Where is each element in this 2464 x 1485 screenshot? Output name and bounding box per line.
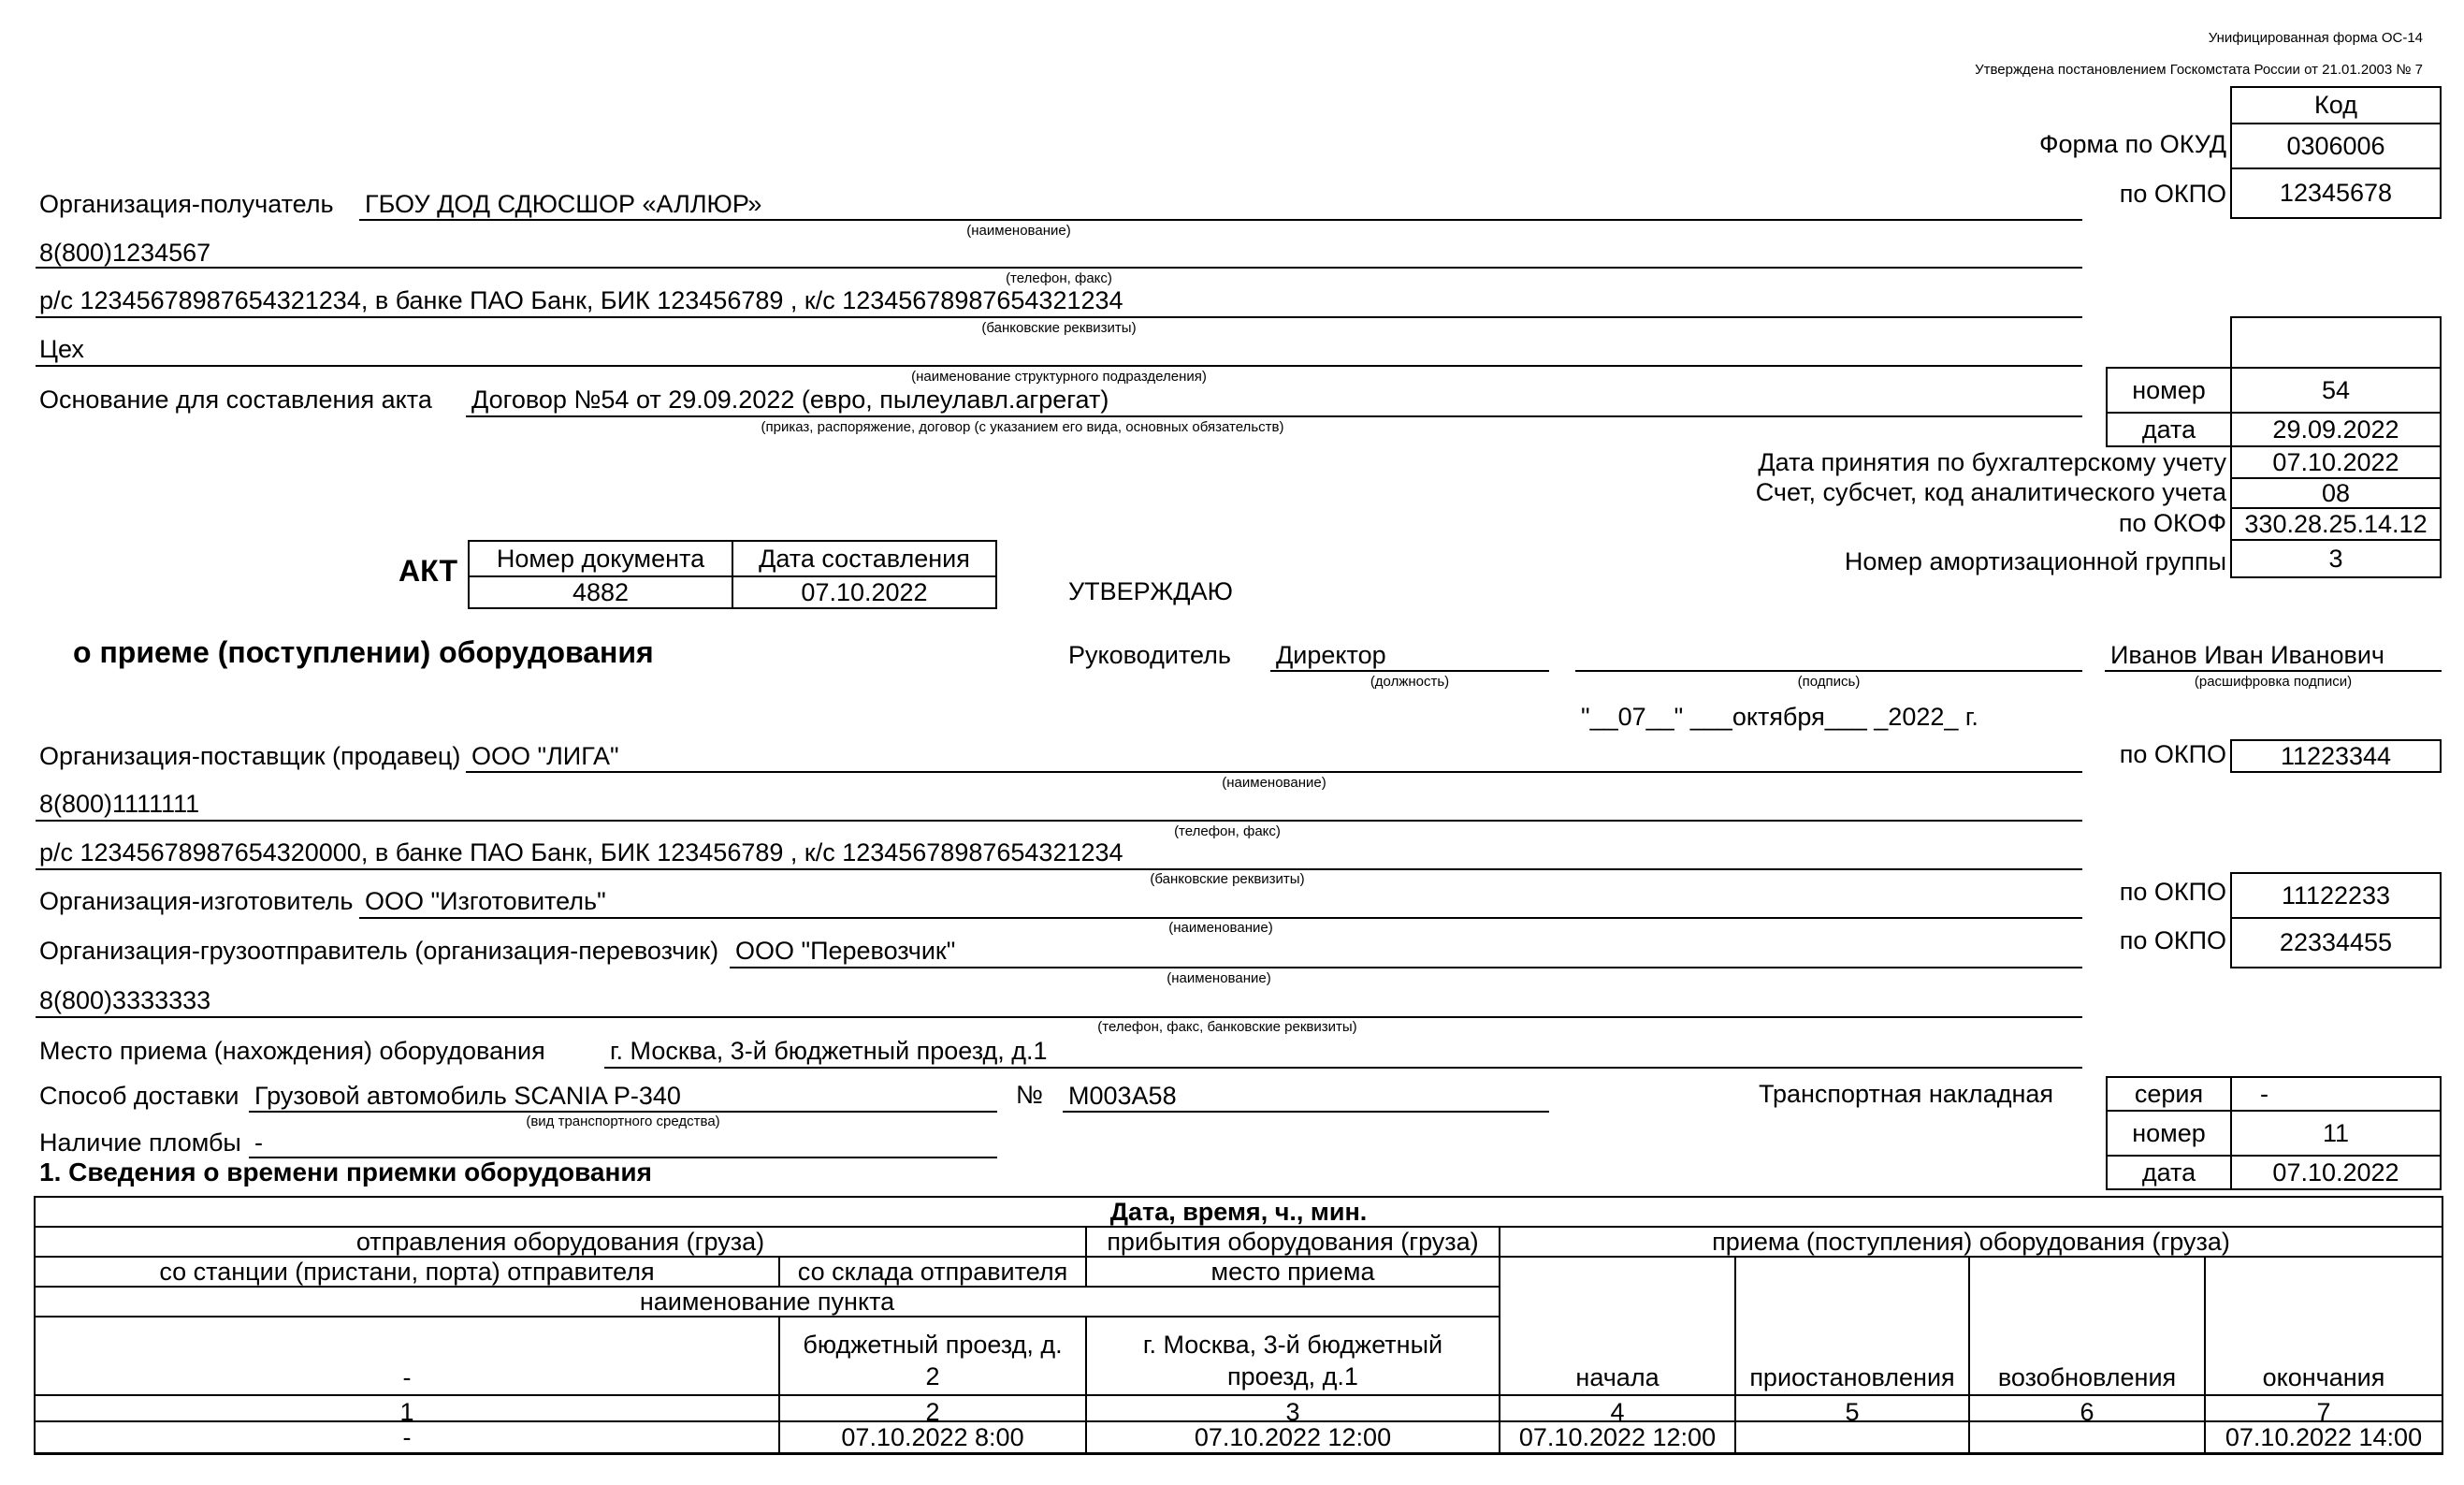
okof-code: 330.28.25.14.12	[2230, 507, 2442, 541]
doc-num-label: Номер документа	[468, 540, 733, 577]
supplier-name-caption: (наименование)	[1222, 775, 1326, 791]
waybill-number-label: номер	[2106, 1110, 2232, 1157]
okof-label: по ОКОФ	[2118, 509, 2226, 537]
supplier-bank: р/с 12345678987654320000, в банке ПАО Банк, БИК 123456789 , к/с 12345678987654321234	[39, 838, 1123, 866]
recipient-bank-caption: (банковские реквизиты)	[981, 320, 1137, 336]
cell-end: 07.10.2022 14:00	[2225, 1423, 2423, 1451]
th-resume: возобновления	[1997, 1363, 2177, 1391]
manufacturer-okpo-label: по ОКПО	[2119, 878, 2226, 906]
delivery-caption: (вид транспортного средства)	[526, 1114, 720, 1129]
shipper-name-line	[730, 967, 2082, 968]
basis-date: 29.09.2022	[2230, 412, 2442, 447]
shipper-okpo: 22334455	[2230, 917, 2442, 968]
recipient-phone-caption: (телефон, факс)	[1006, 270, 1112, 286]
supplier-bank-caption: (банковские реквизиты)	[1150, 871, 1305, 887]
col-num-3: 3	[1285, 1398, 1300, 1426]
name-line	[2105, 670, 2442, 672]
vehicle-num-line	[1063, 1111, 1549, 1113]
basis-value: Договор №54 от 29.09.2022 (евро, пылеулавл.агрегат)	[471, 386, 1109, 414]
th-receipt: приема (поступления) оборудования (груза)	[1712, 1228, 2230, 1256]
okpo-code: 12345678	[2230, 167, 2442, 219]
name-caption: (расшифровка подписи)	[2194, 674, 2353, 690]
name-place-1: г. Москва, 3-й бюджетный	[1142, 1331, 1443, 1359]
cell-warehouse: 07.10.2022 8:00	[841, 1423, 1024, 1451]
col-num-7: 7	[2316, 1398, 2331, 1426]
basis-line	[466, 415, 2082, 417]
form-name: Унифицированная форма ОС-14	[2208, 30, 2423, 46]
delivery-value: Грузовой автомобиль SCANIA P-340	[254, 1082, 681, 1110]
act-title: о приеме (поступлении) оборудования	[73, 635, 654, 669]
shipper-label: Организация-грузоотправитель (организация-перевозчик)	[39, 937, 719, 965]
akt-title: АКТ	[399, 554, 457, 588]
recipient-unit: Цех	[39, 335, 84, 363]
recipient-label: Организация-получатель	[39, 190, 334, 218]
recipient-bank-line	[36, 316, 2082, 318]
place-value: г. Москва, 3-й бюджетный проезд, д.1	[610, 1037, 1048, 1065]
vehicle-num-sign: №	[1016, 1081, 1043, 1109]
place-line	[604, 1067, 2082, 1069]
supplier-label: Организация-поставщик (продавец)	[39, 742, 461, 770]
shipper-phone: 8(800)3333333	[39, 986, 211, 1014]
doc-date-label: Дата составления	[732, 540, 997, 577]
supplier-name-line	[466, 771, 2082, 773]
position-caption: (должность)	[1370, 674, 1450, 690]
okpo-label: по ОКПО	[2119, 180, 2226, 208]
amort-label: Номер амортизационной группы	[1844, 547, 2226, 575]
okud-code: 0306006	[2230, 123, 2442, 169]
manufacturer-okpo: 11122233	[2230, 872, 2442, 919]
place-label: Место приема (нахождения) оборудования	[39, 1037, 545, 1065]
head-label: Руководитель	[1068, 641, 1231, 669]
supplier-phone-caption: (телефон, факс)	[1174, 823, 1281, 839]
supplier-name: ООО "ЛИГА"	[471, 742, 619, 770]
cell-station: -	[402, 1423, 412, 1451]
waybill-date: 07.10.2022	[2230, 1155, 2442, 1190]
name-station: -	[402, 1363, 412, 1391]
recipient-phone: 8(800)1234567	[39, 239, 211, 267]
delivery-label: Способ доставки	[39, 1082, 239, 1110]
amort-group: 3	[2230, 539, 2442, 578]
waybill-series: -	[2230, 1076, 2442, 1112]
approve-title: УТВЕРЖДАЮ	[1068, 577, 1233, 605]
head-position: Директор	[1276, 641, 1386, 669]
basis-date-label: дата	[2106, 412, 2232, 447]
col-num-6: 6	[2080, 1398, 2094, 1426]
col-num-4: 4	[1610, 1398, 1625, 1426]
accounting-date-label: Дата принятия по бухгалтерскому учету	[1758, 448, 2226, 476]
signature-line	[1575, 670, 2082, 672]
basis-number-label: номер	[2106, 367, 2232, 414]
recipient-unit-caption: (наименование структурного подразделения)	[911, 369, 1207, 385]
col-num-2: 2	[925, 1398, 940, 1426]
seal-label: Наличие пломбы	[39, 1128, 241, 1157]
doc-date: 07.10.2022	[732, 575, 997, 609]
supplier-phone-line	[36, 820, 2082, 822]
shipper-phone-line	[36, 1016, 2082, 1018]
th-pause: приостановления	[1749, 1363, 1955, 1391]
shipper-name-caption: (наименование)	[1167, 970, 1271, 986]
accounting-date: 07.10.2022	[2230, 445, 2442, 479]
shipper-okpo-label: по ОКПО	[2119, 926, 2226, 954]
account-code: 08	[2230, 477, 2442, 509]
name-place-2: проезд, д.1	[1227, 1362, 1358, 1390]
recipient-name-caption: (наименование)	[966, 223, 1071, 239]
okud-label: Форма по ОКУД	[2038, 130, 2226, 158]
seal-value: -	[254, 1128, 263, 1157]
supplier-bank-line	[36, 868, 2082, 870]
position-line	[1270, 670, 1549, 672]
name-warehouse-2: 2	[925, 1362, 940, 1390]
waybill-date-label: дата	[2106, 1155, 2232, 1190]
vehicle-num: М003А58	[1068, 1082, 1177, 1110]
recipient-name: ГБОУ ДОД СДЮСШОР «АЛЛЮР»	[365, 190, 762, 218]
th-arrival: прибытия оборудования (груза)	[1107, 1228, 1479, 1256]
unit-code-box	[2230, 316, 2442, 369]
name-warehouse-1: бюджетный проезд, д.	[803, 1331, 1063, 1359]
basis-number: 54	[2230, 367, 2442, 414]
th-end: окончания	[2262, 1363, 2385, 1391]
th-start: начала	[1575, 1363, 1660, 1391]
recipient-phone-line	[36, 267, 2082, 269]
th-datetime: Дата, время, ч., мин.	[1109, 1198, 1368, 1226]
recipient-unit-line	[36, 365, 2082, 367]
supplier-okpo-label: по ОКПО	[2119, 740, 2226, 768]
waybill-number: 11	[2230, 1110, 2442, 1157]
th-dispatch: отправления оборудования (груза)	[355, 1228, 765, 1256]
kod-header: Код	[2230, 86, 2442, 124]
recipient-name-line	[359, 219, 2082, 221]
basis-caption: (приказ, распоряжение, договор (с указанием его вида, основных обязательств)	[761, 419, 1284, 435]
delivery-line	[249, 1111, 997, 1113]
section1-title: 1. Сведения о времени приемки оборудования	[39, 1157, 652, 1187]
th-warehouse: со склада отправителя	[797, 1258, 1068, 1286]
shipper-phone-caption: (телефон, факс, банковские реквизиты)	[1097, 1019, 1357, 1035]
approve-date: "__07__" ___октября___ _2022_ г.	[1581, 703, 1978, 731]
recipient-bank: р/с 12345678987654321234, в банке ПАО Банк, БИК 123456789 , к/с 12345678987654321234	[39, 286, 1123, 314]
supplier-phone: 8(800)1111111	[39, 790, 200, 818]
account-label: Счет, субсчет, код аналитического учета	[1755, 478, 2226, 506]
manufacturer-label: Организация-изготовитель	[39, 887, 354, 915]
th-place: место приема	[1210, 1258, 1375, 1286]
signature-caption: (подпись)	[1797, 674, 1861, 690]
waybill-series-label: серия	[2106, 1076, 2232, 1112]
manufacturer-name: ООО "Изготовитель"	[365, 887, 606, 915]
shipper-name: ООО "Перевозчик"	[735, 937, 956, 965]
basis-label: Основание для составления акта	[39, 386, 432, 414]
cell-place: 07.10.2022 12:00	[1194, 1423, 1392, 1451]
head-name: Иванов Иван Иванович	[2110, 641, 2384, 669]
cell-start: 07.10.2022 12:00	[1518, 1423, 1717, 1451]
doc-num: 4882	[468, 575, 733, 609]
col-num-5: 5	[1845, 1398, 1860, 1426]
manufacturer-name-line	[359, 917, 2082, 919]
col-num-1: 1	[399, 1398, 414, 1426]
approval-note: Утверждена постановлением Госкомстата России от 21.01.2003 № 7	[1975, 62, 2423, 78]
manufacturer-name-caption: (наименование)	[1168, 920, 1273, 936]
waybill-label: Транспортная накладная	[1759, 1080, 2054, 1108]
supplier-okpo: 11223344	[2230, 739, 2442, 773]
th-point: наименование пункта	[639, 1288, 895, 1316]
th-station: со станции (пристани, порта) отправителя	[159, 1258, 655, 1286]
